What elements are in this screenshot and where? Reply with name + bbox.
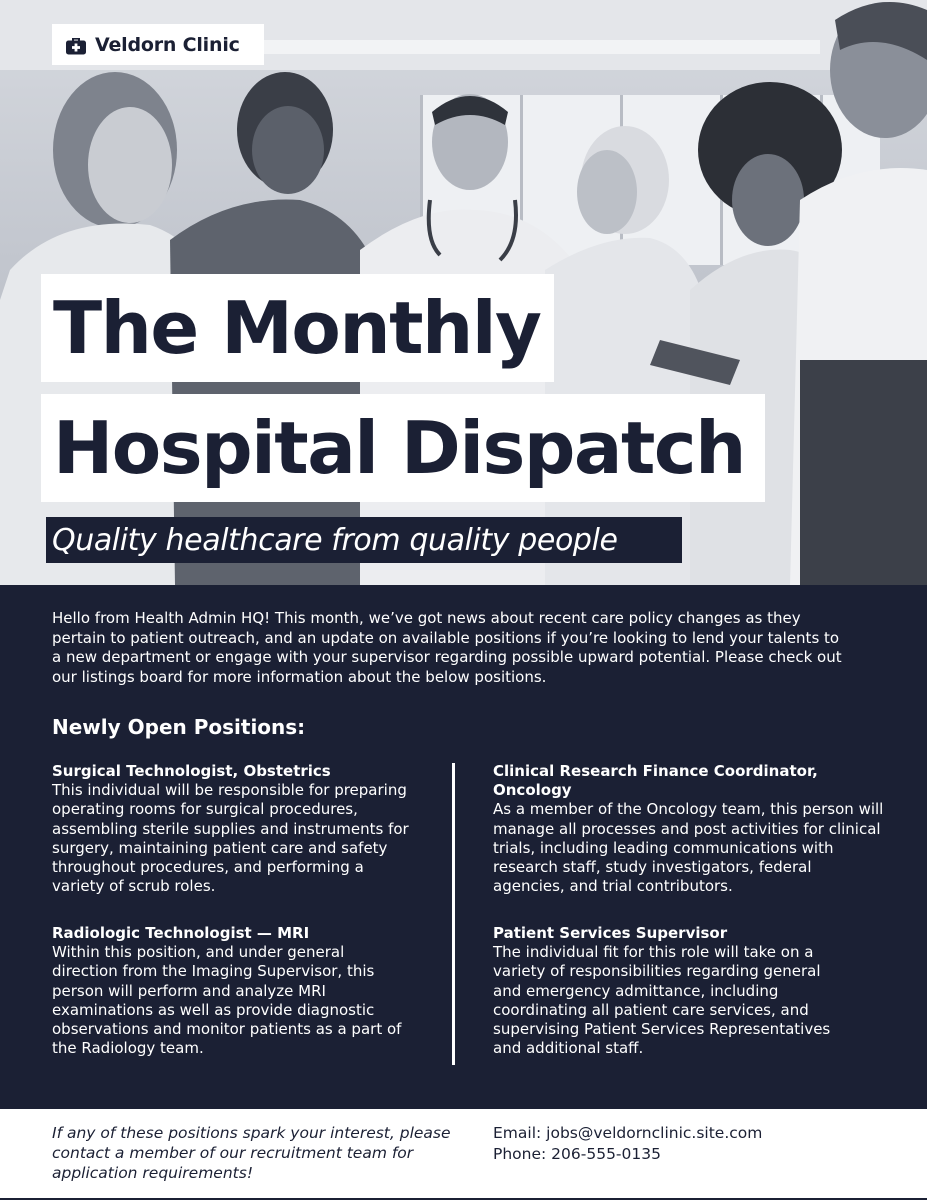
brand-badge [52, 24, 264, 65]
page-title-line-2: Hospital Dispatch [53, 406, 745, 490]
position-title: Radiologic Technologist — MRI [52, 924, 310, 942]
intro-paragraph: Hello from Health Admin HQ! This month, we’ve got news about recent care policy changes as they pertain to patient outreach, and an update on available positions if you’re looking to lend your talents to a new department or engage with your supervisor regarding possible upward potential. Please check out our listings board for more information about the below positions. [52, 609, 842, 686]
column-divider [452, 763, 455, 1065]
position-title: Clinical Research Finance Coordinator, Oncology [493, 762, 818, 800]
contact-info [493, 1123, 762, 1165]
content-section [0, 585, 927, 1109]
hero-section [0, 0, 927, 585]
page-title-line-1: The Monthly [53, 286, 541, 370]
contact-email[interactable]: Email: jobs@veldornclinic.site.com [493, 1124, 763, 1142]
tagline-text: Quality healthcare from quality people [52, 522, 618, 558]
contact-phone[interactable]: Phone: 206-555-0135 [493, 1145, 661, 1163]
position-title: Patient Services Supervisor [493, 924, 728, 942]
tagline-banner [46, 517, 682, 563]
position-listing [493, 762, 885, 896]
footer-note: If any of these positions spark your interest, please contact a member of our recruitment team for application requirements! [52, 1124, 451, 1182]
position-listing [493, 924, 853, 1058]
title-line-1-box [41, 274, 554, 382]
positions-heading: Newly Open Positions: [52, 715, 306, 739]
position-description: Within this position, and under general direction from the Imaging Supervisor, this person will perform and analyze MRI examinations as well as provide diagnostic observations and monitor patients as a part of the Radiology team. [52, 943, 402, 1058]
medical-kit-icon [65, 34, 87, 56]
position-title: Surgical Technologist, Obstetrics [52, 762, 331, 780]
position-description: The individual fit for this role will take on a variety of responsibilities regarding general and emergency admittance, including coordinating all patient care services, and supervising Patient Services Representatives and additional staff. [493, 943, 831, 1058]
position-description: As a member of the Oncology team, this person will manage all processes and post activities for clinical trials, including leading communications with research staff, study investigators, federal agencies, and trial contributors. [493, 800, 884, 896]
footer-section [0, 1109, 927, 1200]
position-listing [52, 924, 412, 1058]
position-listing [52, 762, 412, 896]
title-line-2-box [41, 394, 765, 502]
clinic-name: Veldorn Clinic [95, 33, 240, 56]
position-description: This individual will be responsible for preparing operating rooms for surgical procedures, assembling sterile supplies and instruments for surgery, maintaining patient care and safety throughout procedures, and performing a variety of scrub roles. [52, 781, 409, 896]
